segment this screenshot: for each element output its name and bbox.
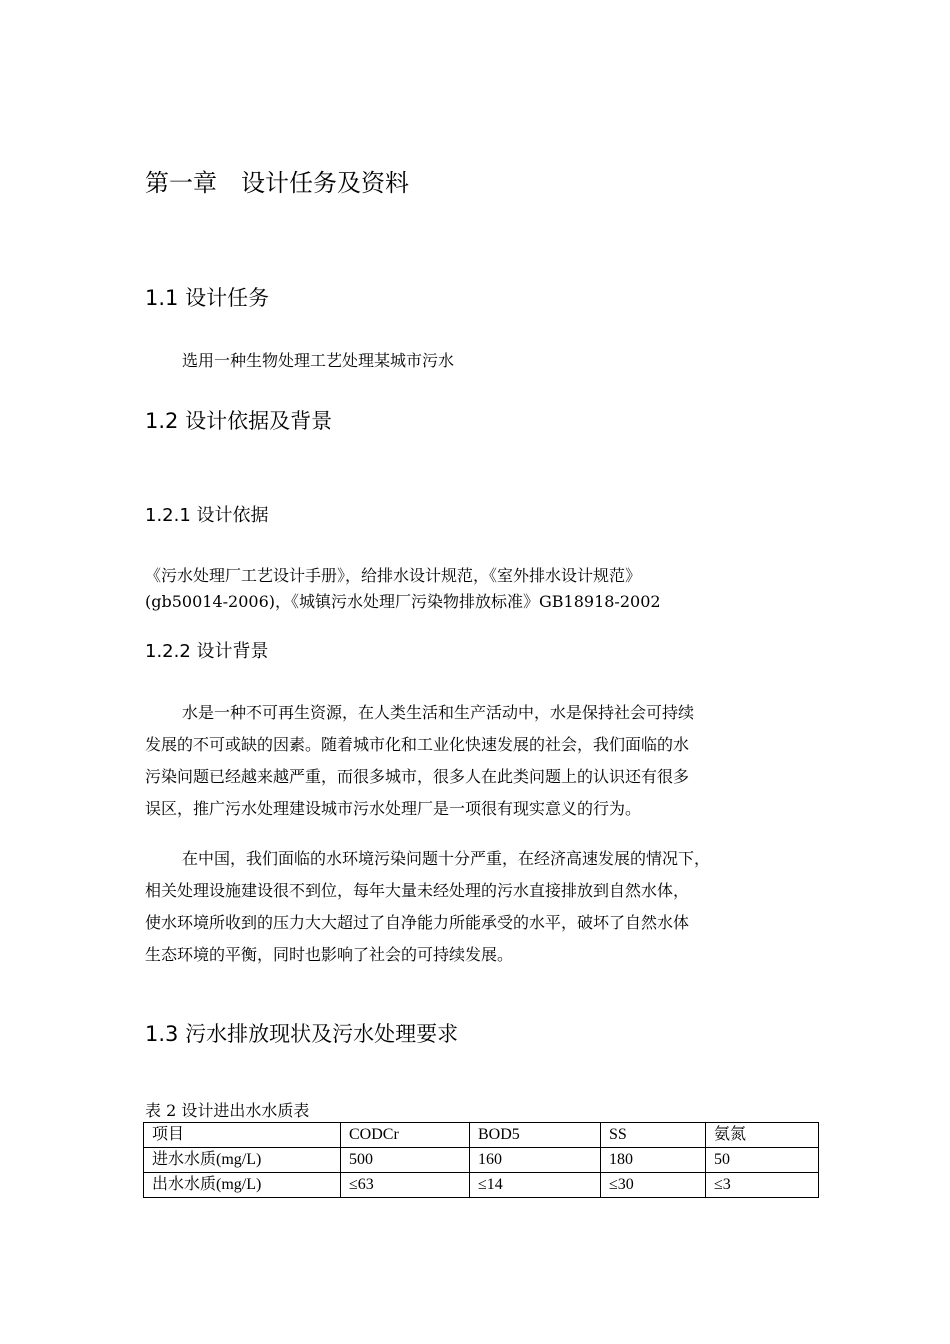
table-header-cell: SS (601, 1123, 706, 1148)
table-header-cell: CODCr (341, 1123, 470, 1148)
paragraph-line: 水是一种不可再生资源，在人类生活和生产活动中，水是保持社会可持续 (182, 703, 695, 722)
paragraph-line: 发展的不可或缺的因素。随着城市化和工业化快速发展的社会，我们面临的水 (145, 735, 690, 754)
section-1-1-body: 选用一种生物处理工艺处理某城市污水 (182, 351, 455, 370)
paragraph-line: 误区，推广污水处理建设城市污水处理厂是一项很有现实意义的行为。 (145, 799, 642, 818)
paragraph-line: 生态环境的平衡，同时也影响了社会的可持续发展。 (145, 945, 514, 964)
paragraph-line: 污染问题已经越来越严重，而很多城市，很多人在此类问题上的认识还有很多 (145, 767, 690, 786)
section-1-3-title: 1.3 污水排放现状及污水处理要求 (145, 1022, 459, 1046)
table-cell: ≤3 (706, 1173, 819, 1198)
section-1-2-title: 1.2 设计依据及背景 (145, 409, 333, 433)
section-1-2-2-title: 1.2.2 设计背景 (145, 641, 269, 662)
basis-line-1: 《污水处理厂工艺设计手册》，给排水设计规范，《室外排水设计规范》 (145, 566, 642, 585)
chapter-title: 第一章 设计任务及资料 (145, 169, 409, 197)
table-cell: ≤14 (470, 1173, 601, 1198)
paragraph-line: 在中国，我们面临的水环境污染问题十分严重，在经济高速发展的情况下， (182, 849, 711, 868)
table-cell: 500 (341, 1148, 470, 1173)
table-cell: 180 (601, 1148, 706, 1173)
table-cell: 50 (706, 1148, 819, 1173)
paragraph-line: 使水环境所收到的压力大大超过了自净能力所能承受的水平，破坏了自然水体 (145, 913, 690, 932)
basis-line-2: (gb50014-2006)，《城镇污水处理厂污染物排放标准》GB18918-2002 (145, 592, 661, 611)
table-header-cell: BOD5 (470, 1123, 601, 1148)
table-cell: ≤63 (341, 1173, 470, 1198)
section-1-1-title: 1.1 设计任务 (145, 286, 270, 310)
table-header-row (144, 1123, 819, 1148)
water-quality-table (143, 1122, 819, 1198)
table-caption: 表 2 设计进出水水质表 (145, 1101, 310, 1120)
table-row (144, 1148, 819, 1173)
paragraph-line: 相关处理设施建设很不到位，每年大量未经处理的污水直接排放到自然水体， (145, 881, 690, 900)
table-header-cell: 项目 (144, 1123, 341, 1148)
table-cell: 出水水质(mg/L) (144, 1173, 341, 1198)
table-cell: ≤30 (601, 1173, 706, 1198)
table-header-cell: 氨氮 (706, 1123, 819, 1148)
table-cell: 进水水质(mg/L) (144, 1148, 341, 1173)
table-row (144, 1173, 819, 1198)
background-paragraph-2 (145, 843, 835, 971)
background-paragraph-1 (145, 697, 835, 825)
section-1-2-1-title: 1.2.1 设计依据 (145, 505, 269, 526)
table-cell: 160 (470, 1148, 601, 1173)
